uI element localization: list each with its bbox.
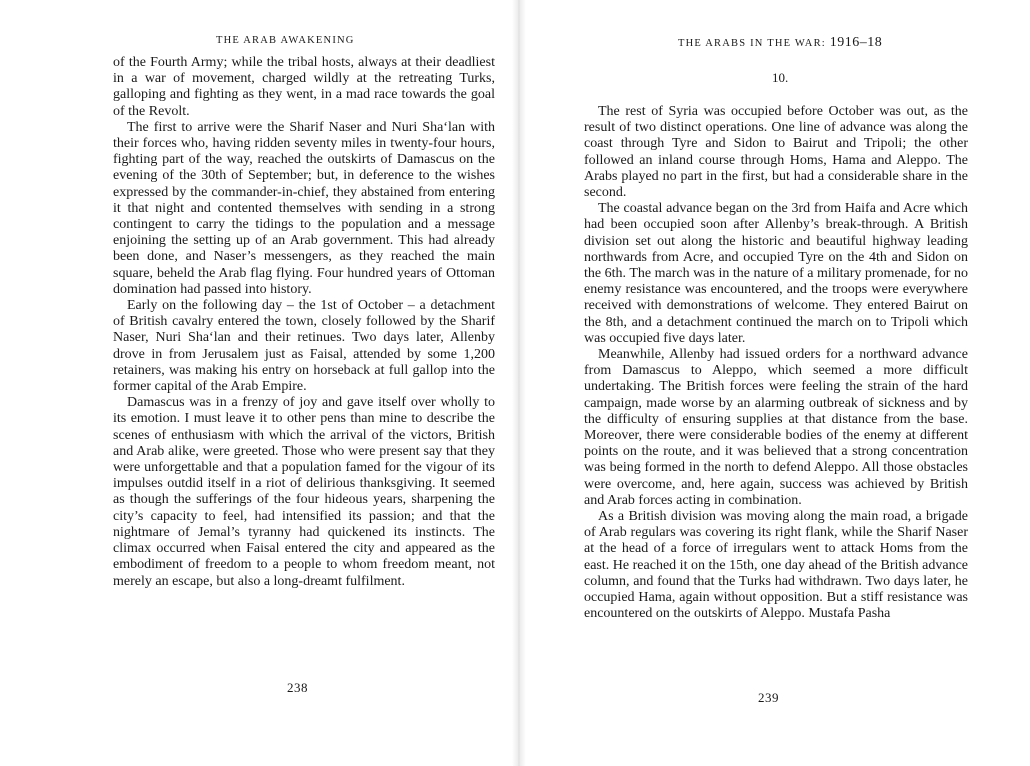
- right-page-text: [584, 104, 968, 623]
- paragraph: Meanwhile, Allenby had issued orders for a northward advance from Damascus to Aleppo, which seemed a more difficult undertaking. The British forces were feeling the strain of the hard campaign, made worse by an alarming outbreak of sickness and by the difficulty of ensuring supplies at that distance from the base. Moreover, there were considerable bodies of the enemy at different points on the route, and it was believed that a strong concentration was being formed in the north to defend Aleppo. All those obstacles were overcome, and, here again, success was achieved by British and Arab forces acting in combination.: [584, 347, 968, 508]
- running-head-left: THE ARAB AWAKENING: [216, 35, 355, 46]
- page-number-left: 238: [287, 680, 308, 695]
- section-number: 10.: [772, 70, 789, 85]
- paragraph: Early on the following day – the 1st of October – a detachment of British cavalry entered the town, closely followed by the Sharif Naser, Nuri Sha‘lan and their retinues. Two days later, Allenby drove in from Jerusalem just as Faisal, attended by some 1,200 retainers, was making his entry on horseback at full gallop into the former capital of the Arab Empire.: [113, 298, 495, 395]
- paragraph: The rest of Syria was occupied before October was out, as the result of two distinct operations. One line of advance was along the coast through Tyre and Sidon to Bairut and Tripoli; the other followed an inland course through Homs, Hama and Aleppo. The Arabs played no part in the first, but had a considerable share in the second.: [584, 104, 968, 201]
- running-head-years: 1916–18: [829, 35, 883, 50]
- running-head-right: [678, 35, 882, 51]
- paragraph: As a British division was moving along the main road, a brigade of Arab regulars was covering its right flank, while the Sharif Naser at the head of a force of irregulars went to attack Homs from the east. He reached it on the 15th, one day ahead of the British advance column, and found that the Turks had withdrawn. Two days later, he occupied Hama, again without opposition. But a stiff resistance was encountered on the outskirts of Aleppo. Mustafa Pasha: [584, 509, 968, 622]
- running-head-title: THE ARABS IN THE WAR:: [678, 38, 826, 49]
- page-number-right: 239: [758, 690, 779, 705]
- paragraph: Damascus was in a frenzy of joy and gave itself over wholly to its emotion. I must leave it to other pens than mine to describe the scenes of enthusiasm with which the arrival of the victors, British and Arab alike, were greeted. Those who were present say that they were unforgettable and that a population famed for the vigour of its impulses outdid itself in a riot of delirious thanksgiving. It seemed as though the sufferings of the four hideous years, sharpening the city’s capacity to feel, had intensified its passion; and that the nightmare of Jemal’s tyranny had quickened its instincts. The climax occurred when Faisal entered the city and appeared as the embodiment of freedom to a people to whom freedom meant, not merely an escape, but also a long-dreamt fulfilment.: [113, 395, 495, 589]
- paragraph: The first to arrive were the Sharif Naser and Nuri Sha‘lan with their forces who, having ridden seventy miles in twenty-four hours, fighting part of the way, reached the outskirts of Damascus on the evening of the 30th of September; but, in deference to the wishes expressed by the commander-in-chief, they abstained from entering it that night and contented themselves with sending in a strong contingent to carry the tidings to the population and a message enjoining the setting up of an Arab government. This had already been done, and Naser’s messengers, as they reached the main square, beheld the Arab flag flying. Four hundred years of Ottoman domination had passed into history.: [113, 119, 495, 297]
- paragraph: of the Fourth Army; while the tribal hosts, always at their deadliest in a war of movement, charged wildly at the retreating Turks, galloping and fighting as they went, in a mad race towards the goal of the Revolt.: [113, 55, 495, 119]
- book-gutter: [512, 0, 526, 766]
- left-page-text: [113, 55, 495, 590]
- paragraph: The coastal advance began on the 3rd from Haifa and Acre which had been occupied soon after Allenby’s break-through. A British division set out along the historic and beautiful highway leading northwards from Acre, and occupied Tyre on the 4th and Sidon on the 6th. The march was in the nature of a military promenade, for no enemy resistance was encountered, and the troops were everywhere received with demonstrations of welcome. They entered Bairut on the 8th, and a detachment continued the march on to Tripoli which was occupied five days later.: [584, 201, 968, 346]
